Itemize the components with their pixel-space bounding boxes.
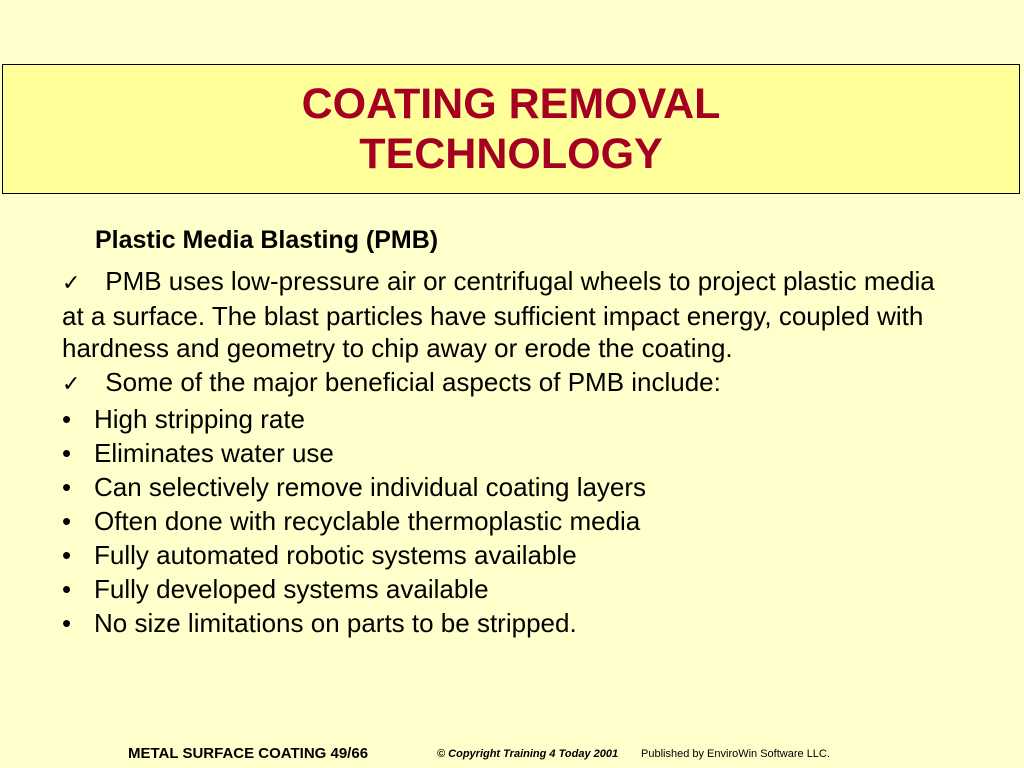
bullet-item (62, 471, 942, 503)
title-box (2, 64, 1020, 194)
slide-content (62, 265, 942, 641)
slide-subtitle: Plastic Media Blasting (PMB) (95, 226, 439, 254)
check-item-text: PMB uses low-pressure air or centrifugal wheels to project plastic media at a surface. The blast particles have sufficient impact energy, coupled with hardness and geometry to chip away or erode the coating. (62, 266, 935, 363)
bullet-item (62, 403, 942, 435)
footer (0, 745, 1024, 767)
bullet-item (62, 539, 942, 571)
bullet-text: Often done with recyclable thermoplastic media (94, 506, 641, 536)
bullet-icon: • (62, 438, 72, 468)
bullet-text: Can selectively remove individual coating layers (94, 472, 647, 502)
bullet-icon: • (62, 608, 72, 638)
check-item (62, 366, 942, 401)
bullet-icon: • (62, 506, 72, 536)
bullet-text: High stripping rate (94, 404, 305, 434)
checkmark-icon: ✓ (62, 372, 81, 397)
slide-title-line-1: COATING REMOVAL (301, 80, 721, 128)
slide-title-line-2: TECHNOLOGY (359, 130, 663, 178)
bullet-list (62, 403, 942, 639)
bullet-text: Fully developed systems available (94, 574, 489, 604)
check-item-text: Some of the major beneficial aspects of PMB include: (98, 367, 721, 397)
course-page-label: METAL SURFACE COATING 49/66 (128, 745, 369, 762)
bullet-item (62, 607, 942, 639)
checkmark-icon: ✓ (62, 271, 81, 296)
bullet-icon: • (62, 404, 72, 434)
bullet-text: Fully automated robotic systems available (94, 540, 577, 570)
bullet-item (62, 573, 942, 605)
publisher-notice: Published by EnviroWin Software LLC. (641, 748, 830, 760)
bullet-icon: • (62, 540, 72, 570)
bullet-item (62, 505, 942, 537)
bullet-text: Eliminates water use (94, 438, 334, 468)
bullet-icon: • (62, 472, 72, 502)
bullet-item (62, 437, 942, 469)
bullet-icon: • (62, 574, 72, 604)
copyright-notice: © Copyright Training 4 Today 2001 (437, 748, 619, 760)
bullet-text: No size limitations on parts to be stripped. (94, 608, 577, 638)
check-item (62, 265, 942, 364)
